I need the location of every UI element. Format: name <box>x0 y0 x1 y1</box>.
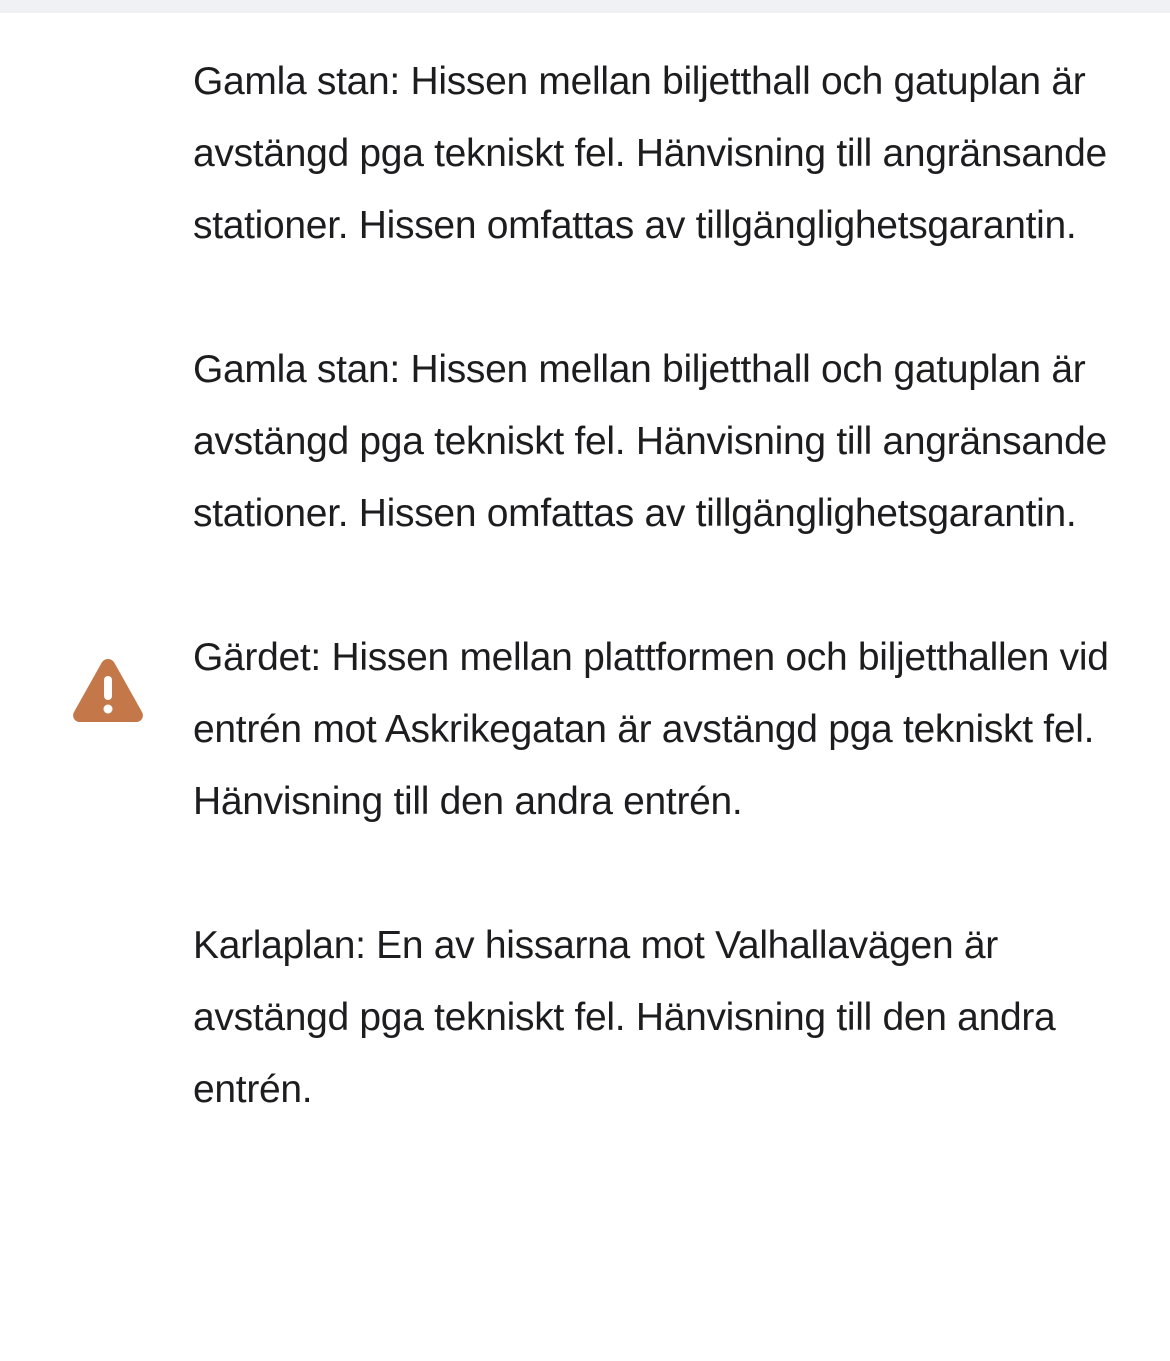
alert-messages <box>193 46 1133 1198</box>
top-bar <box>0 0 1170 13</box>
alert-message: Gamla stan: Hissen mellan biljetthall och gatuplan är avstängd pga tekniskt fel. Hänvisning till angränsande stationer. Hissen omfattas av tillgänglighetsgarantin. <box>193 348 1107 535</box>
warning-icon <box>71 656 145 724</box>
alert-message: Gamla stan: Hissen mellan biljetthall och gatuplan är avstängd pga tekniskt fel. Hänvisning till angränsande stationer. Hissen omfattas av tillgänglighetsgarantin. <box>193 60 1107 247</box>
alert-message: Gärdet: Hissen mellan plattformen och biljetthallen vid entrén mot Askrikegatan är avstängd pga tekniskt fel. Hänvisning till den andra entrén. <box>193 636 1109 823</box>
alert-message: Karlaplan: En av hissarna mot Valhallavägen är avstängd pga tekniskt fel. Hänvisning till den andra entrén. <box>193 924 1056 1111</box>
